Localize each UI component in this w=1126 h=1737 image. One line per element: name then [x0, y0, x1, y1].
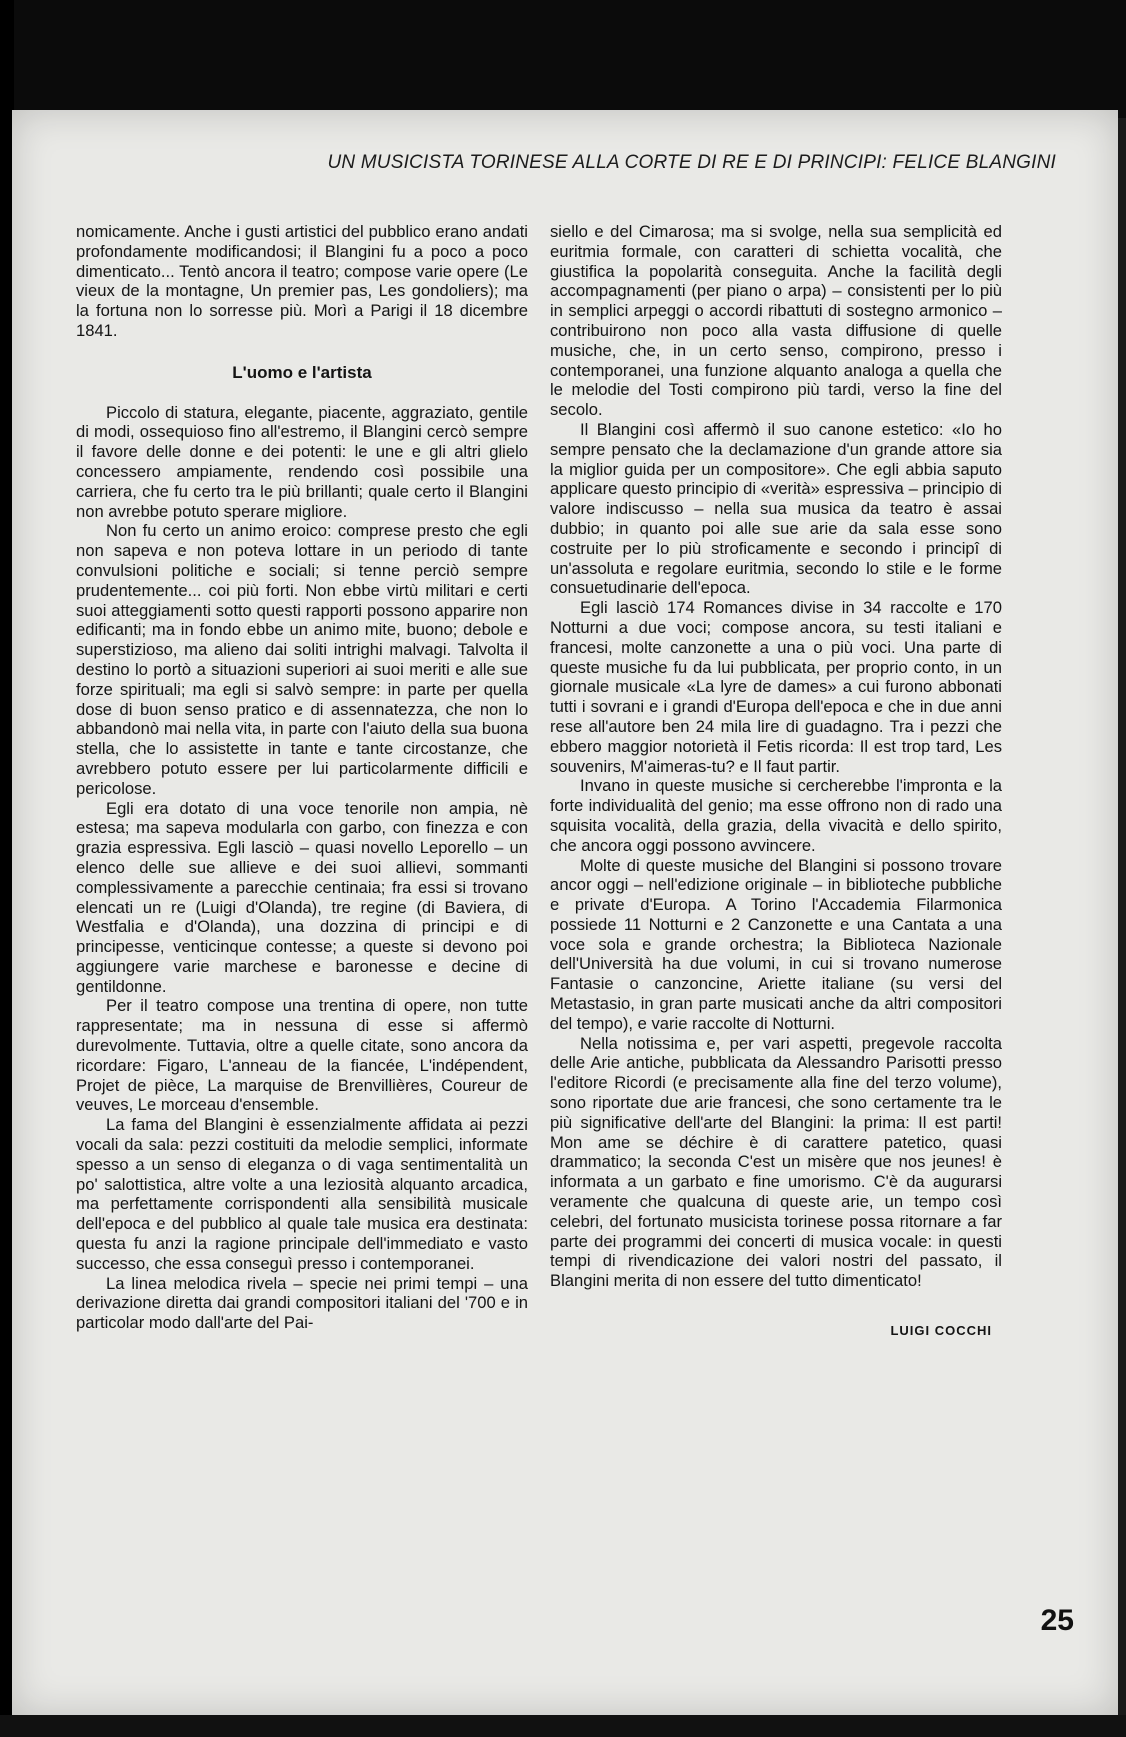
page-number: 25 [1040, 1604, 1074, 1637]
left-intro-paragraph: nomicamente. Anche i gusti artistici del pubblico erano andati profondamente modificandosi; il Blangini fu a poco a poco dimenticato... Tentò ancora il teatro; compose varie opere (Le vieux de la montagne, Un premier pas, Les gondoliers); ma la fortuna non lo sorresse più. Morì a Parigi il 18 dicembre 1841. [76, 222, 528, 340]
right-paragraph-1: Il Blangini così affermò il suo canone estetico: «Io ho sempre pensato che la declamazione d'un grande attore sia la miglior guida per un compositore». Che egli abbia saputo applicare questo principio di «verità» espressiva – principio di valore indiscusso – nella sua musica da teatro è assai dubbio; in quanto poi alle sue arie da sala esse sono costruite per lo più stroficamente e secondo i principî di un'assoluta e regolare euritmia, secondo lo stile e le forme consuetudinarie dell'epoca. [550, 419, 1002, 598]
left-paragraph-2: Non fu certo un animo eroico: comprese presto che egli non sapeva e non poteva lottare in un periodo di tante convulsioni politiche e sociali; si tenne perciò sempre prudentemente... coi più forti. Non ebbe virtù militari e certi suoi atteggiamenti sotto questi rapporti possono apparire non edificanti; ma in fondo ebbe un animo mite, buono; debole e superstizioso, ma alieno dai soliti intrighi malvagi. Talvolta il destino lo portò a situazioni superiori ai suoi meriti e alle sue forze spirituali; ma egli si salvò sempre: in parte per quella dose di buon senso pratico e di assennatezza, che non lo abbandonò mai nella vita, in parte con l'aiuto della sua buona stella, che lo assistette in tante e tante circostanze, che avrebbero potuto essere per lui particolarmente difficili e pericolose. [76, 521, 528, 798]
section-subhead: L'uomo e l'artista [232, 362, 372, 382]
left-paragraph-3: Egli era dotato di una voce tenorile non ampia, nè estesa; ma sapeva modularla con garbo, con finezza e con grazia espressiva. Egli lasciò – quasi novello Leporello – un elenco delle sue allieve e dei suoi allievi, sommanti complessivamente a parecchie centinaia; fra essi si trovano elencati un re (Luigi d'Olanda), tre regine (di Baviera, di Westfalia e d'Olanda), una dozzina di principi e di principesse, venticinque contesse; a queste si devono poi aggiungere varie marchese e baronesse e decine di gentildonne. [76, 798, 528, 996]
right-paragraph-3: Invano in queste musiche si cercherebbe l'impronta e la forte individualità del genio; ma esse offrono non di rado una squisita vocalità, della grazia, della vivacità e dello spirito, che ancora oggi possono avvincere. [550, 776, 1002, 855]
scan-top-border [0, 0, 1126, 118]
running-head: UN MUSICISTA TORINESE ALLA CORTE DI RE E DI PRINCIPI: FELICE BLANGINI [327, 152, 1056, 173]
left-paragraph-6: La linea melodica rivela – specie nei primi tempi – una derivazione diretta dai grandi compositori italiani del '700 e in particolar modo dall'arte del Pai- [76, 1273, 528, 1333]
scan-bottom-border [0, 1715, 1126, 1737]
right-column [550, 222, 1002, 1341]
left-paragraph-4: Per il teatro compose una trentina di opere, non tutte rappresentate; ma in nessuna di esse si affermò durevolmente. Tuttavia, oltre a quelle citate, sono ancora da ricordare: Figaro, L'anneau de la fiancée, L'indépendent, Projet de pièce, La marquise de Brenvillières, Coureur de veuves, Le morceau d'ensemble. [76, 996, 528, 1115]
left-paragraph-1: Piccolo di statura, elegante, piacente, aggraziato, gentile di modi, ossequioso fino all'estremo, il Blangini cercò sempre il favore delle donne e dei potenti: le une e gli altri glielo concessero ampiamente, rendendo così possibile una carriera, che fu certo tra le più brillanti; quale certo il Blangini non avrebbe potuto sperare migliore. [76, 402, 528, 521]
left-column [76, 222, 528, 1333]
right-paragraph-2: Egli lasciò 174 Romances divise in 34 raccolte e 170 Notturni a due voci; compose ancora, su testi italiani e francesi, molte canzonette a una o più voci. Una parte di queste musiche fu da lui pubblicata, per proprio conto, in un giornale musicale «La lyre de dames» a cui furono abbonati tutti i sovrani e i grandi d'Europa dell'epoca e che in due anni rese all'autore ben 24 mila lire di guadagno. Tra i pezzi che ebbero maggior notorietà il Fetis ricorda: Il est trop tard, Les souvenirs, M'aimeras-tu? e Il faut partir. [550, 598, 1002, 776]
right-intro-paragraph: siello e del Cimarosa; ma si svolge, nella sua semplicità ed euritmia formale, con caratteri di schietta vocalità, che giustifica la popolarità conseguita. Anche la facilità degli accompagnamenti (per piano o arpa) – consistenti per lo più in semplici arpeggi o accordi ribattuti di sostegno armonico – contribuirono non poco alla vasta diffusione di quelle musiche, che, in un certo senso, compirono, presso i contemporanei, una funzione alquanto analoga a quella che le melodie del Tosti compirono più tardi, verso la fine del secolo. [550, 222, 1002, 420]
left-paragraph-5: La fama del Blangini è essenzialmente affidata ai pezzi vocali da sala: pezzi costituiti da melodie semplici, informate spesso a un senso di eleganza o di vaga sentimentalità un po' salottistica, altre volte a una leziosità alquanto arcadica, ma perfettamente corrispondenti alla sensibilità musicale dell'epoca e del pubblico al quale tale musica era destinata: questa fu anzi la ragione principale dell'immediato e vasto successo, che essa conseguì presso i contemporanei. [76, 1115, 528, 1273]
author-signature: LUIGI COCCHI [890, 1323, 992, 1339]
magazine-page [12, 110, 1118, 1715]
right-paragraph-4: Molte di queste musiche del Blangini si possono trovare ancor oggi – nell'edizione originale – in biblioteche pubbliche e private d'Europa. A Torino l'Accademia Filarmonica possiede 11 Notturni e 2 Canzonette e una Cantata a una voce sola e grande orchestra; la Biblioteca Nazionale dell'Università ha due volumi, in cui si trovano numerose Fantasie o canzoncine, Ariette italiane (su versi del Metastasio, in gran parte musicati anche da altri compositori del tempo), e varie raccolte di Notturni. [550, 855, 1002, 1033]
right-paragraph-5: Nella notissima e, per vari aspetti, pregevole raccolta delle Arie antiche, pubblicata da Alessandro Parisotti presso l'editore Ricordi (e precisamente alla fine del terzo volume), sono riportate due arie francesi, che sono certamente tra le più significative dell'arte del Blangini: la prima: Il est parti! Mon ame se déchire è di carattere patetico, quasi drammatico; la seconda C'est un misère que nos jeunes! è informata a un garbato e fine umorismo. C'è da augurarsi veramente che qualcuna di queste arie, un tempo così celebri, del fortunato musicista torinese possa ritornare a far parte dei programmi dei concerti di musica vocale: in questi tempi di rivendicazione dei valori nostri del passato, il Blangini merita di non essere del tutto dimenticato! [550, 1033, 1002, 1291]
